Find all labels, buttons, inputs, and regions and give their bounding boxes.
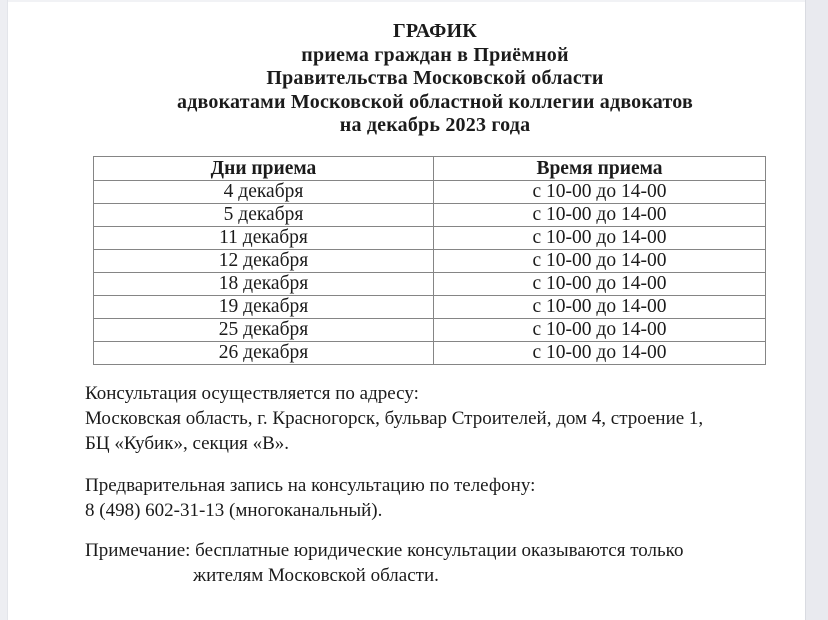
title-line-4: адвокатами Московской областной коллегии адвокатов [177,90,693,113]
table-cell-time: с 10-00 до 14-00 [434,342,766,365]
table-header-row [94,157,766,181]
document-title-block [85,20,785,138]
table-cell-date: 5 декабря [94,204,434,227]
table-cell-time: с 10-00 до 14-00 [434,204,766,227]
note-paragraph [85,538,795,588]
table-cell-date: 4 декабря [94,181,434,204]
phone-paragraph [85,473,795,523]
table-row [94,250,766,273]
column-header-time: Время приема [434,157,766,181]
table-row [94,296,766,319]
table-cell-date: 26 декабря [94,342,434,365]
table-cell-time: с 10-00 до 14-00 [434,250,766,273]
title-line-5: на декабрь 2023 года [339,114,531,136]
table-row [94,319,766,342]
address-street-line: Московская область, г. Красногорск, бульвар Строителей, дом 4, строение 1, [85,408,704,429]
table-cell-date: 12 декабря [94,250,434,273]
title-line-3: Правительства Московской области [266,67,604,89]
table-cell-time: с 10-00 до 14-00 [434,296,766,319]
table-cell-date: 25 декабря [94,319,434,342]
phone-intro-line: Предварительная запись на консультацию по телефону: [85,475,536,496]
column-header-days: Дни приема [94,157,434,181]
table-row [94,227,766,250]
table-cell-date: 19 декабря [94,296,434,319]
table-cell-time: с 10-00 до 14-00 [434,227,766,250]
table-row [94,273,766,296]
page-left-edge [0,0,8,620]
note-line-1: Примечание: бесплатные юридические консультации оказываются только [85,540,684,561]
table-cell-time: с 10-00 до 14-00 [434,273,766,296]
title-line-main: ГРАФИК [392,20,477,42]
table-cell-time: с 10-00 до 14-00 [434,319,766,342]
page-right-edge [805,0,828,620]
phone-number-line: 8 (498) 602-31-13 (многоканальный). [85,500,383,521]
address-paragraph [85,381,795,456]
note-line-2: жителям Московской области. [193,565,439,586]
schedule-table [93,156,766,365]
table-cell-time: с 10-00 до 14-00 [434,181,766,204]
table-cell-date: 18 декабря [94,273,434,296]
address-building-line: БЦ «Кубик», секция «В». [85,433,290,454]
table-row [94,342,766,365]
table-cell-date: 11 декабря [94,227,434,250]
address-intro-line: Консультация осуществляется по адресу: [85,383,419,404]
table-row [94,181,766,204]
page-top-edge [0,0,828,2]
title-line-2: приема граждан в Приёмной [301,43,569,66]
table-row [94,204,766,227]
